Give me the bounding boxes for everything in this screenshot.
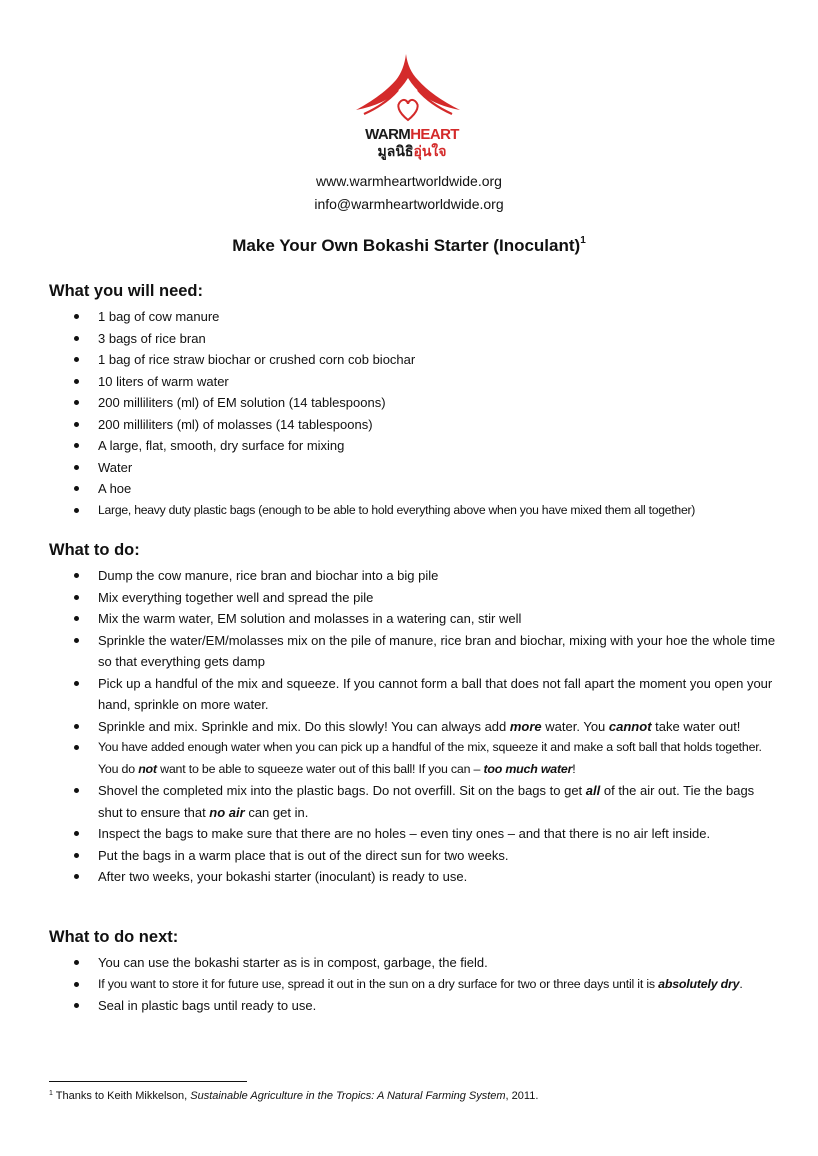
list-item: Water <box>0 457 818 479</box>
do-list <box>0 565 818 888</box>
list-item: 1 bag of rice straw biochar or crushed corn cob biochar <box>0 349 818 371</box>
bullet-icon <box>74 960 79 965</box>
bullet-icon <box>74 788 79 793</box>
logo-wordmark: WARMHEART <box>365 126 459 143</box>
bullet-icon <box>74 616 79 621</box>
bullet-icon <box>74 400 79 405</box>
footnote: $^1$ Thanks to Keith Mikkelson, Sustainable Agriculture in the Tropics: A Natural Farming System, 2011. <box>49 1090 539 1102</box>
list-item: Large, heavy duty plastic bags (enough to be able to hold everything above when you have mixed them all together) <box>0 500 818 522</box>
roof-heart-icon <box>352 50 464 130</box>
need-list <box>0 306 818 521</box>
bullet-icon <box>74 336 79 341</box>
list-item: Dump the cow manure, rice bran and biochar into a big pile <box>0 565 818 587</box>
bullet-icon <box>74 745 79 750</box>
warmheart-logo <box>352 50 464 168</box>
list-item: A large, flat, smooth, dry surface for mixing <box>0 435 818 457</box>
bullet-icon <box>74 508 79 513</box>
page-title: Make Your Own Bokashi Starter (Inoculant)$^1$ <box>232 235 586 255</box>
list-item: You have added enough water when you can pick up a handful of the mix, squeeze it and make a soft ball that holds together. You do not want to be able to squeeze water out of this ball! If you can – too much water! <box>0 737 818 780</box>
list-item: 1 bag of cow manure <box>0 306 818 328</box>
bullet-icon <box>74 486 79 491</box>
list-item: If you want to store it for future use, spread it out in the sun on a dry surface for two or three days until it is absolutely dry. <box>0 974 818 996</box>
list-item: 10 liters of warm water <box>0 371 818 393</box>
next-list <box>0 952 818 1017</box>
list-item: 200 milliliters (ml) of molasses (14 tablespoons) <box>0 414 818 436</box>
bullet-icon <box>74 443 79 448</box>
bullet-icon <box>74 357 79 362</box>
bullet-icon <box>74 573 79 578</box>
list-item: Put the bags in a warm place that is out of the direct sun for two weeks. <box>0 845 818 867</box>
logo-thai-name: มูลนิธิอุ่นใจ <box>377 144 447 160</box>
email-link[interactable]: info@warmheartworldwide.org <box>314 196 504 212</box>
bullet-icon <box>74 314 79 319</box>
heading-next: What to do next: <box>49 928 179 946</box>
bullet-icon <box>74 874 79 879</box>
website-link[interactable]: www.warmheartworldwide.org <box>316 173 502 189</box>
bullet-icon <box>74 422 79 427</box>
title-footnote-ref: 1 <box>580 235 586 246</box>
list-item: You can use the bokashi starter as is in compost, garbage, the field. <box>0 952 818 974</box>
list-item: A hoe <box>0 478 818 500</box>
bullet-icon <box>74 681 79 686</box>
list-item: Inspect the bags to make sure that there are no holes – even tiny ones – and that there is no air left inside. <box>0 823 818 845</box>
heading-do: What to do: <box>49 541 140 559</box>
list-item: Shovel the completed mix into the plastic bags. Do not overfill. Sit on the bags to get all of the air out. Tie the bags shut to ensure that no air can get in. <box>0 780 818 823</box>
footnote-divider <box>49 1081 247 1082</box>
list-item: 3 bags of rice bran <box>0 328 818 350</box>
bullet-icon <box>74 831 79 836</box>
bullet-icon <box>74 595 79 600</box>
list-item: Sprinkle the water/EM/molasses mix on the pile of manure, rice bran and biochar, mixing with your hoe the whole time so that everything gets damp <box>0 630 818 673</box>
list-item: Mix the warm water, EM solution and molasses in a watering can, stir well <box>0 608 818 630</box>
list-item: After two weeks, your bokashi starter (inoculant) is ready to use. <box>0 866 818 888</box>
list-item: Mix everything together well and spread the pile <box>0 587 818 609</box>
bullet-icon <box>74 379 79 384</box>
list-item: Sprinkle and mix. Sprinkle and mix. Do this slowly! You can always add more water. You cannot take water out! <box>0 716 818 738</box>
heading-need: What you will need: <box>49 282 204 300</box>
bullet-icon <box>74 1003 79 1008</box>
bullet-icon <box>74 638 79 643</box>
list-item: 200 milliliters (ml) of EM solution (14 tablespoons) <box>0 392 818 414</box>
list-item: Seal in plastic bags until ready to use. <box>0 995 818 1017</box>
bullet-icon <box>74 724 79 729</box>
bullet-icon <box>74 853 79 858</box>
list-item: Pick up a handful of the mix and squeeze. If you cannot form a ball that does not fall apart the moment you open your hand, sprinkle on more water. <box>0 673 818 716</box>
bullet-icon <box>74 982 79 987</box>
bullet-icon <box>74 465 79 470</box>
